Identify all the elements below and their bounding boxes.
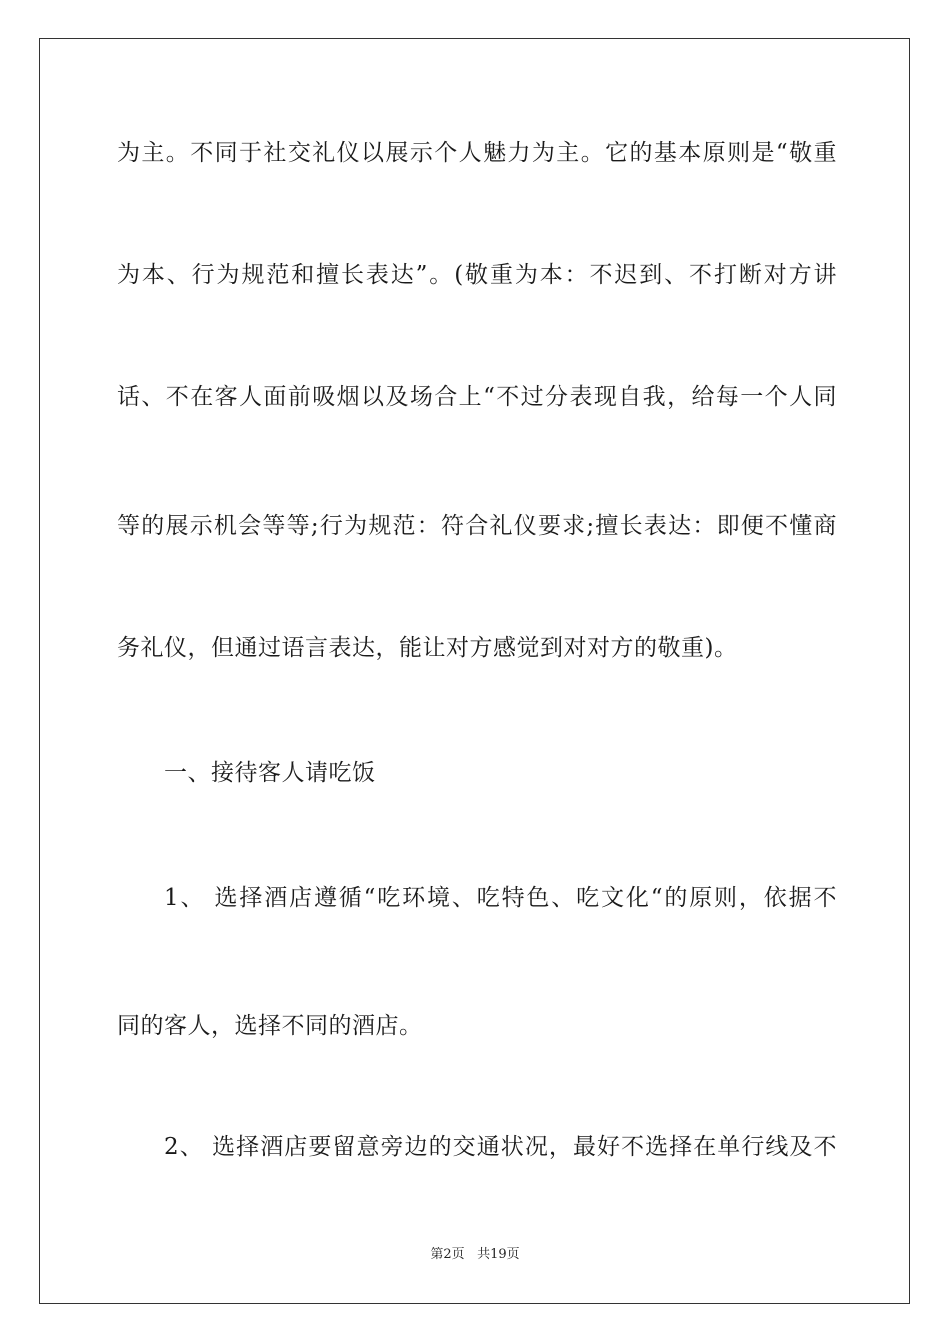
paragraph-line-5: 务礼仪，但通过语言表达，能让对方感觉到对对方的敬重)。	[117, 635, 738, 661]
page-border	[39, 38, 910, 1304]
list-item-2-line-1: 2、 选择酒店要留意旁边的交通状况，最好不选择在单行线及不	[164, 1134, 837, 1160]
section-heading: 一、接待客人请吃饭	[164, 760, 376, 786]
paragraph-line-4: 等的展示机会等等;行为规范：符合礼仪要求;擅长表达：即便不懂商	[117, 513, 837, 539]
paragraph-line-3: 话、不在客人面前吸烟以及场合上“不过分表现自我，给每一个人同	[117, 384, 837, 410]
page-total: 共19页	[477, 1247, 520, 1262]
paragraph-line-2: 为本、行为规范和擅长表达”。(敬重为本：不迟到、不打断对方讲	[117, 262, 837, 288]
list-item-1-line-2: 同的客人，选择不同的酒店。	[117, 1013, 423, 1039]
list-item-1-line-1: 1、 选择酒店遵循“吃环境、吃特色、吃文化“的原则，依据不	[164, 885, 837, 911]
page-number: 第2页	[430, 1247, 465, 1262]
paragraph-line-1: 为主。不同于社交礼仪以展示个人魅力为主。它的基本原则是“敬重	[117, 140, 837, 166]
page-footer	[0, 1246, 950, 1264]
